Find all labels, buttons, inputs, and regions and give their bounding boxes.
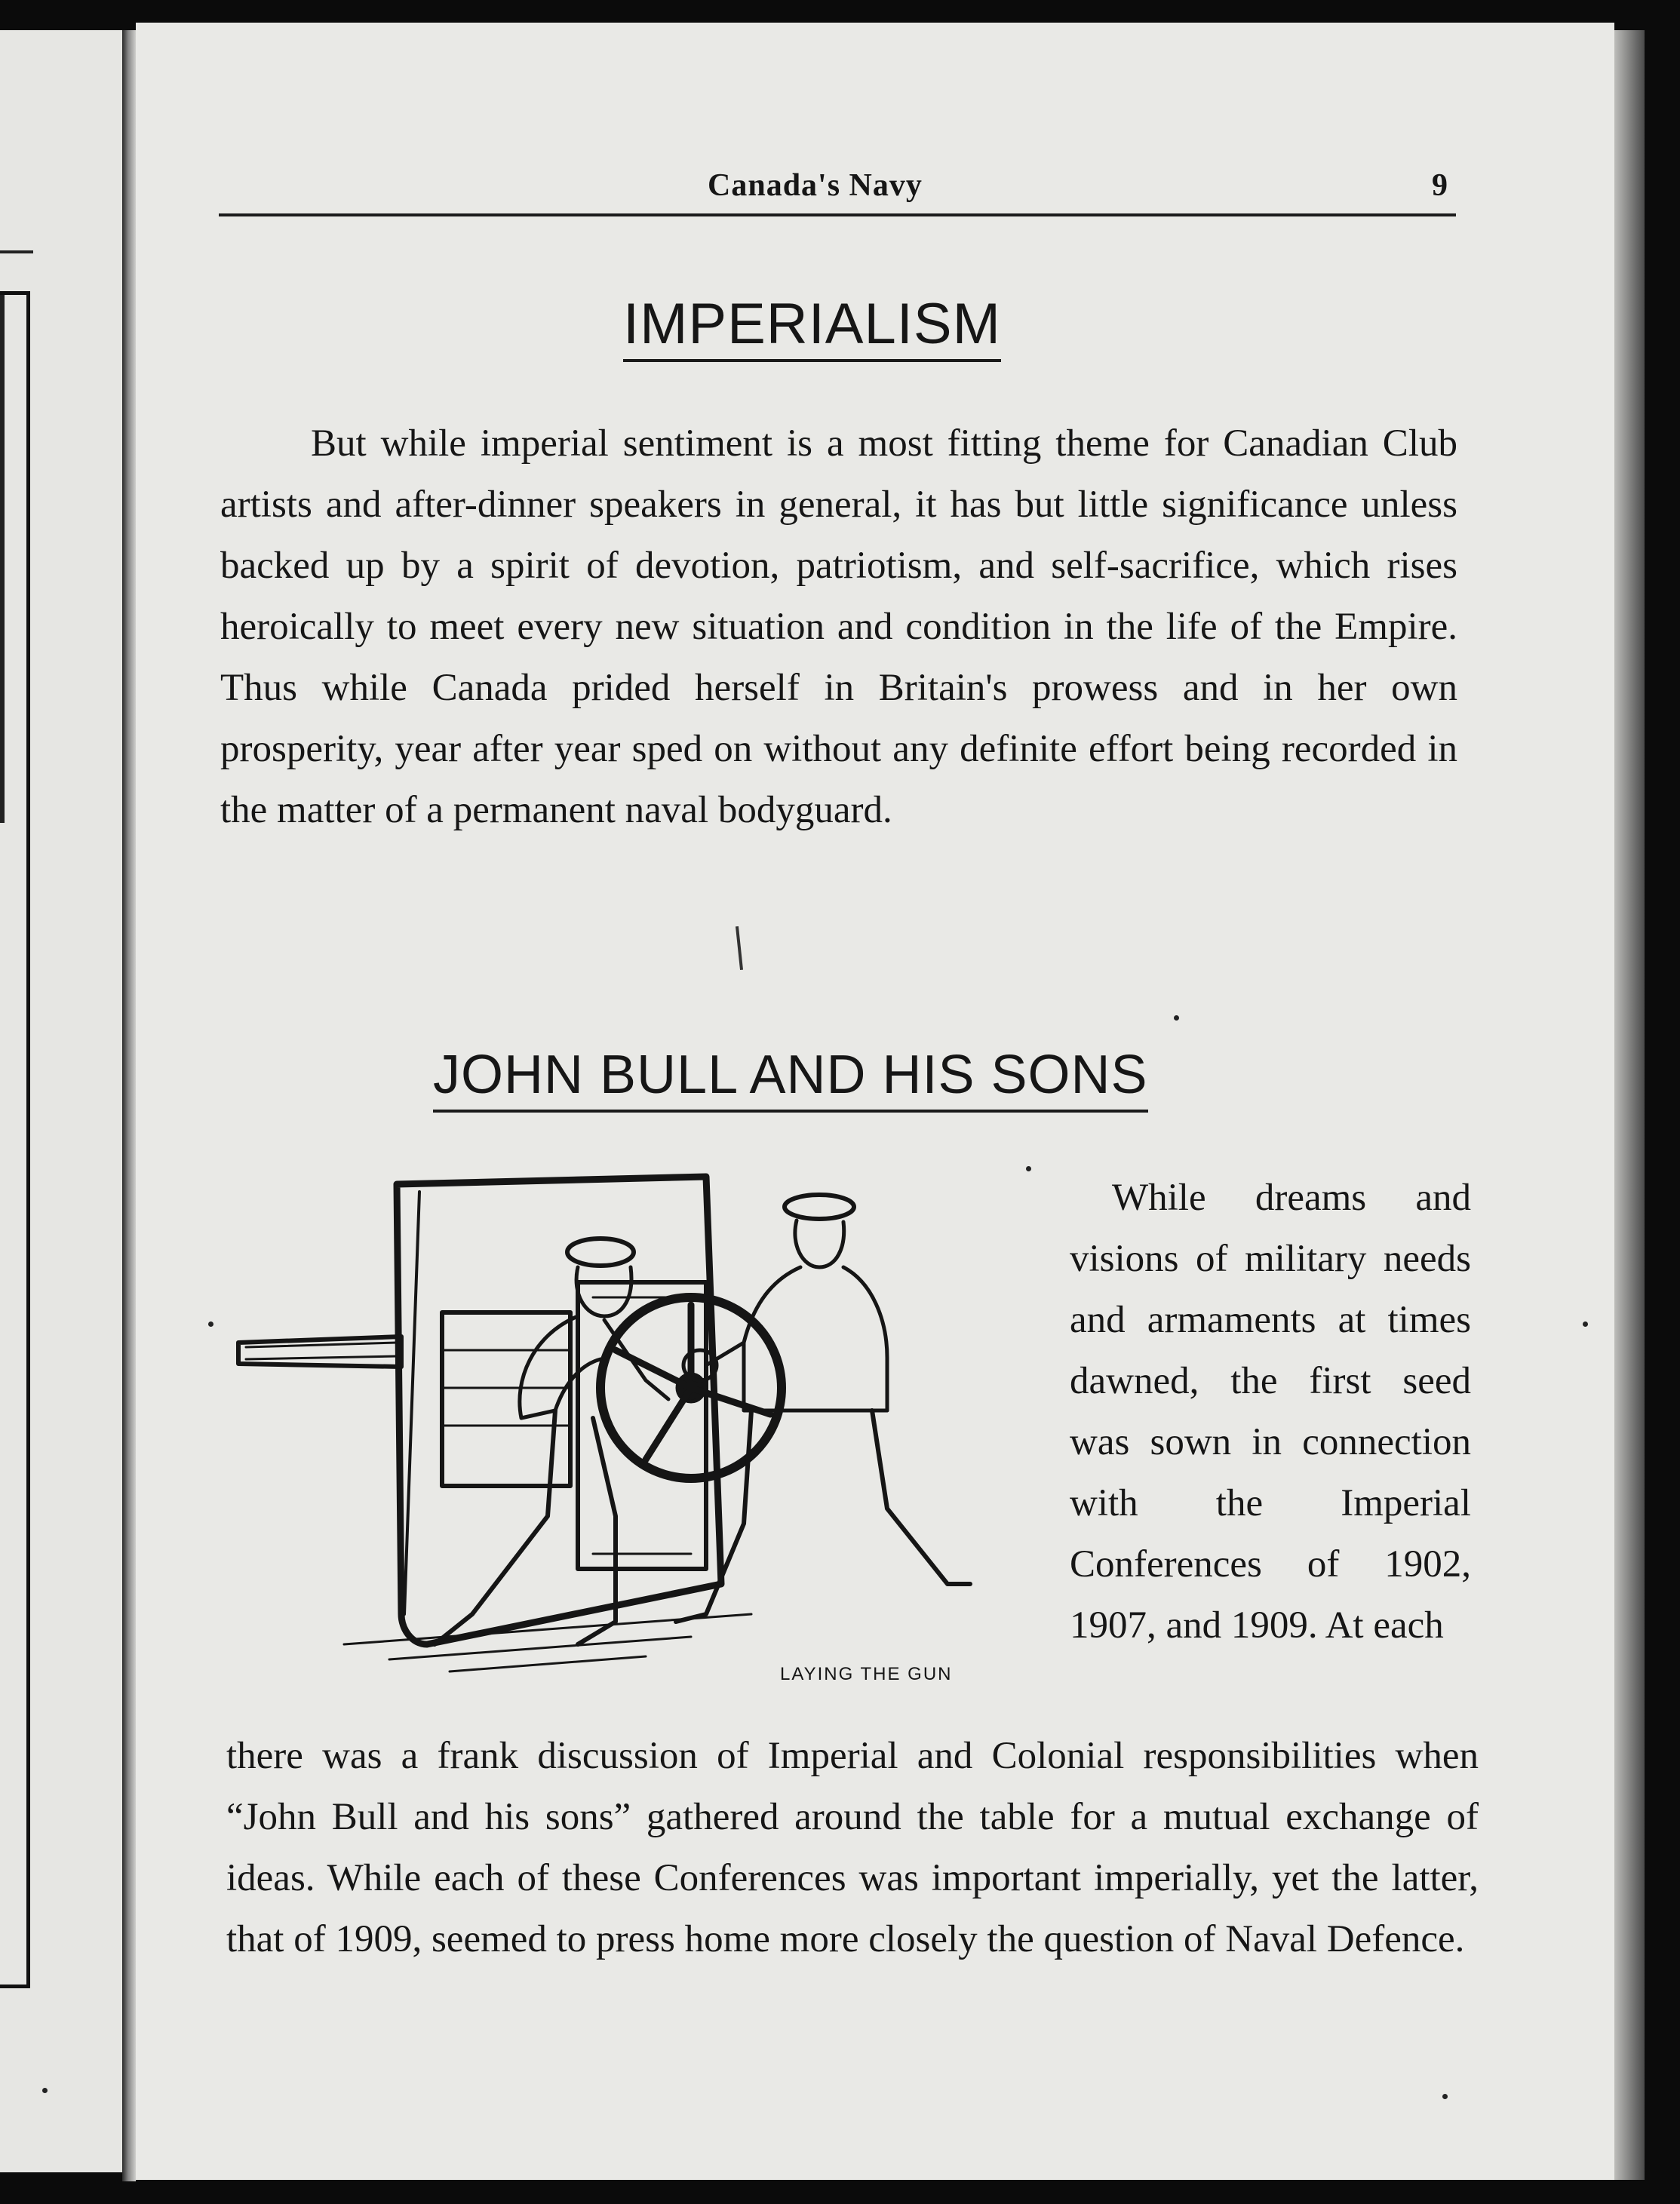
paragraph-imperialism: But while imperial sentiment is a most fitting theme for Canadian Club artists and after-dinner speakers in general, it has but little significance unless backed up by a spirit of devotion, patriotism, and self-sacrifice, which rises heroically to meet every new situation and condition in the life of the Empire. Thus while Canada prided herself in Britain's prowess and in her own prosperity, year after year sped on without any definite effort being recorded in the matter of a permanent naval bodyguard. bbox=[220, 422, 1457, 831]
section-title-imperialism: IMPERIALISM bbox=[623, 293, 1001, 362]
scan-border-bottom bbox=[0, 2181, 1680, 2204]
ink-speck bbox=[1026, 1166, 1031, 1171]
illustration-caption: LAYING THE GUN bbox=[780, 1664, 953, 1684]
ink-speck bbox=[1583, 1321, 1588, 1327]
book-gutter bbox=[122, 30, 136, 2187]
previous-page-edge bbox=[0, 30, 127, 2172]
ink-speck bbox=[42, 2088, 48, 2093]
running-head: Canada's Navy bbox=[708, 168, 923, 203]
ink-speck bbox=[1442, 2094, 1448, 2099]
page-edge-shadow bbox=[1614, 30, 1645, 2180]
ink-speck bbox=[208, 1321, 213, 1327]
paragraph-john-bull-side: While dreams and visions of military needs and armaments at times dawned, the first seed was sown in connection with the Imperial Conferences of 1902, 1907, and 1909. At each bbox=[1070, 1177, 1471, 1647]
previous-page-rule bbox=[0, 250, 33, 253]
header-rule bbox=[219, 213, 1456, 216]
previous-page-frame-fill bbox=[0, 295, 5, 823]
paragraph-john-bull: there was a frank discussion of Imperial and Colonial responsibilities when “John Bull and his sons” gathered around the table for a mutual exchange of ideas. While each of these Conferences was important imperially, yet the latter, that of 1909, seemed to press home more closely the question of Naval Defence. bbox=[226, 1735, 1479, 1960]
previous-page-frame bbox=[0, 291, 30, 1988]
ink-speck bbox=[1174, 1015, 1179, 1021]
two-sailors-laying-naval-gun-drawing bbox=[223, 1162, 1015, 1705]
section-title-john-bull: JOHN BULL AND HIS SONS bbox=[433, 1045, 1148, 1113]
page-number: 9 bbox=[1432, 168, 1448, 203]
